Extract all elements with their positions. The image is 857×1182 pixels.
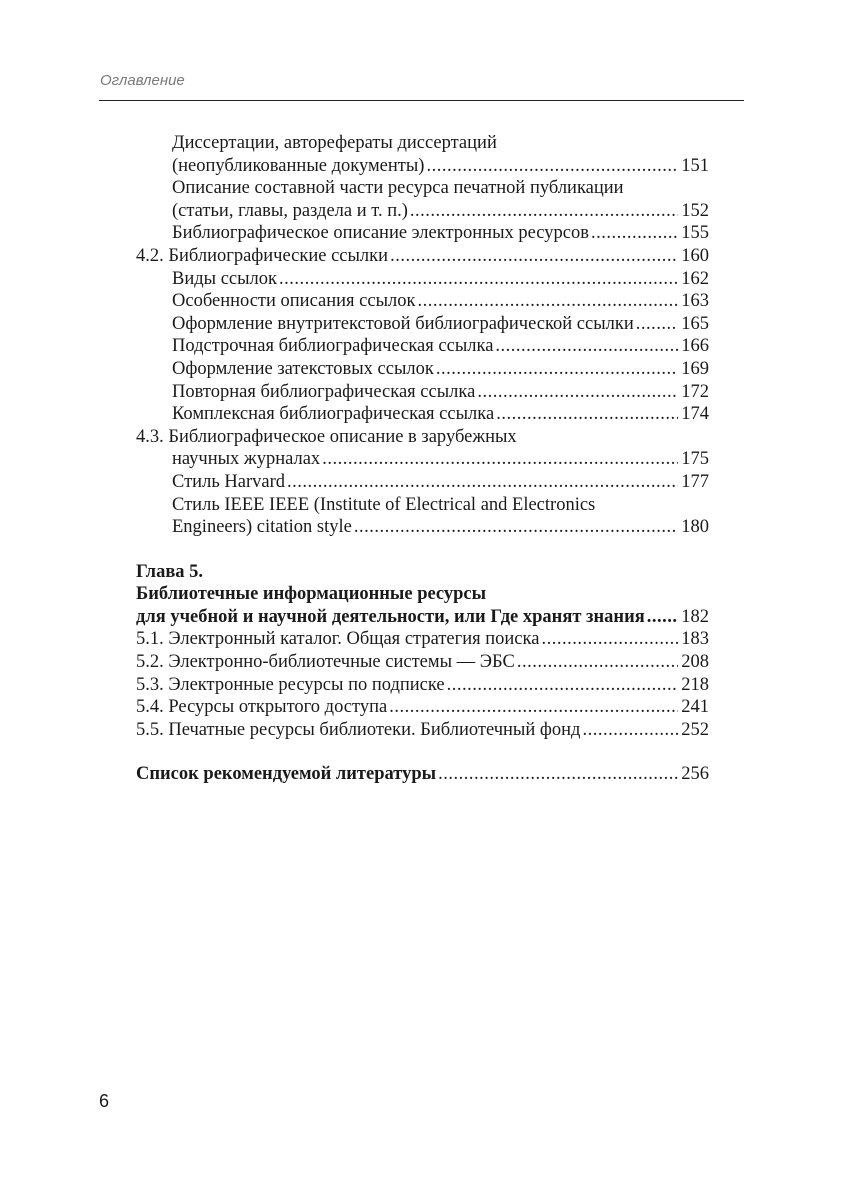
toc-entry-page: 182 [681,606,709,627]
toc-entry-page: 166 [681,336,709,357]
toc-entry-page: 165 [681,313,709,334]
toc-entry-title: 5.3. Электронные ресурсы по подписке [136,674,445,695]
toc-block-chapter5 [136,628,709,741]
toc-entry-title: (неопубликованные документы) [172,155,425,176]
toc-entry-bibliography[interactable] [136,763,709,786]
toc-entry-title: Комплексная библиографическая ссылка [172,404,495,425]
toc-block-chapter4 [136,132,709,539]
toc-entry-title: Оформление затекстовых ссылок [172,358,434,379]
toc-entry[interactable] [136,222,709,245]
toc-entry[interactable] [136,448,709,471]
toc-entry-title-line: Стиль IEEE IEEE (Institute of Electrical and Electronics [172,494,596,515]
toc-entry[interactable] [136,403,709,426]
toc-entry-title: Список рекомендуемой литературы [136,764,437,785]
running-title: Оглавление [100,72,185,89]
toc-entry-title: Виды ссылок [172,268,278,289]
toc-entry-title: Engineers) citation style [172,517,352,538]
toc-entry-title: Библиографическое описание электронных ресурсов [172,223,589,244]
toc-entry-page: 160 [681,245,709,266]
toc-entry[interactable] [136,155,709,178]
toc-entry-title-line: 4.3. Библиографическое описание в зарубежных [136,426,517,447]
toc-entry[interactable] [136,245,709,268]
dot-leader [438,763,678,786]
toc-entry-title-line: Диссертации, авторефераты диссертаций [172,133,497,153]
spacer [136,741,709,763]
dot-leader [389,696,678,719]
toc-entry-page: 183 [681,629,709,650]
toc-entry-title: для учебной и научной деятельности, или Где хранят знания [136,606,645,627]
header-rule [99,100,744,101]
toc-entry[interactable] [136,719,709,742]
dot-leader [287,471,678,494]
toc-entry-page: 218 [681,674,709,695]
toc-entry[interactable] [136,471,709,494]
toc-entry[interactable] [136,628,709,651]
dot-leader [517,651,678,674]
dot-leader [647,606,679,629]
toc-entry-title: Стиль Harvard [172,471,285,492]
toc-entry[interactable] [136,381,709,404]
toc-entry-title: 4.2. Библиографические ссылки [136,245,389,266]
toc-entry-page: 174 [681,404,709,425]
dot-leader [447,674,679,697]
toc-entry[interactable] [136,651,709,674]
toc-entry-title: 5.1. Электронный каталог. Общая стратегия поиска [136,629,540,650]
toc-entry-page: 175 [681,449,709,470]
toc-entry-page: 177 [681,471,709,492]
toc-entry-page: 180 [681,517,709,538]
toc-entry-page: 252 [681,719,709,740]
toc-entry-page: 172 [681,381,709,402]
dot-leader [436,358,678,381]
toc-entry[interactable] [136,516,709,539]
dot-leader [541,628,678,651]
toc-entry-title: 5.4. Ресурсы открытого доступа [136,697,388,718]
dot-leader [279,268,678,291]
dot-leader [418,290,679,313]
toc-entry[interactable] [136,268,709,291]
toc-entry[interactable] [136,335,709,358]
dot-leader [496,403,678,426]
dot-leader [426,155,678,178]
dot-leader [582,719,678,742]
toc-entry[interactable] [136,674,709,697]
dot-leader [495,335,678,358]
toc-entry-page: 163 [681,291,709,312]
toc-entry-title: Оформление внутритекстовой библиографической ссылки [172,313,634,334]
toc-entry[interactable] [136,313,709,336]
toc-entry-title: 5.5. Печатные ресурсы библиотеки. Библиотечный фонд [136,719,581,740]
dot-leader [636,313,678,336]
toc-entry-page: 169 [681,358,709,379]
toc-entry-page: 208 [681,652,709,673]
chapter-label: Глава 5. [136,561,204,582]
toc-entry-chapter5[interactable] [136,606,709,629]
table-of-contents [136,132,709,786]
toc-entry-title: Повторная библиографическая ссылка [172,381,476,402]
toc-entry-title: научных журналах [172,449,321,470]
toc-entry-page: 256 [681,764,709,785]
toc-entry-title: Подстрочная библиографическая ссылка [172,336,494,357]
dot-leader [354,516,678,539]
toc-entry[interactable] [136,290,709,313]
toc-entry-page: 162 [681,268,709,289]
toc-entry-page: 152 [681,200,709,221]
toc-entry-page: 151 [681,155,709,176]
dot-leader [322,448,678,471]
toc-entry[interactable] [136,696,709,719]
dot-leader [410,200,678,223]
toc-entry-title: (статьи, главы, раздела и т. п.) [172,200,408,221]
toc-entry[interactable] [136,200,709,223]
toc-entry-title: Особенности описания ссылок [172,291,416,312]
toc-entry-title: 5.2. Электронно-библиотечные системы — ЭБС [136,652,515,673]
toc-entry[interactable] [136,358,709,381]
toc-entry-page: 241 [681,697,709,718]
toc-entry-title-line: Описание составной части ресурса печатной публикации [172,178,624,199]
page-number: 6 [99,1091,110,1111]
dot-leader [591,222,678,245]
toc-entry-page: 155 [681,223,709,244]
dot-leader [477,381,678,404]
spacer [136,539,709,561]
chapter-title-line1: Библиотечные информационные ресурсы [136,584,487,605]
dot-leader [390,245,678,268]
